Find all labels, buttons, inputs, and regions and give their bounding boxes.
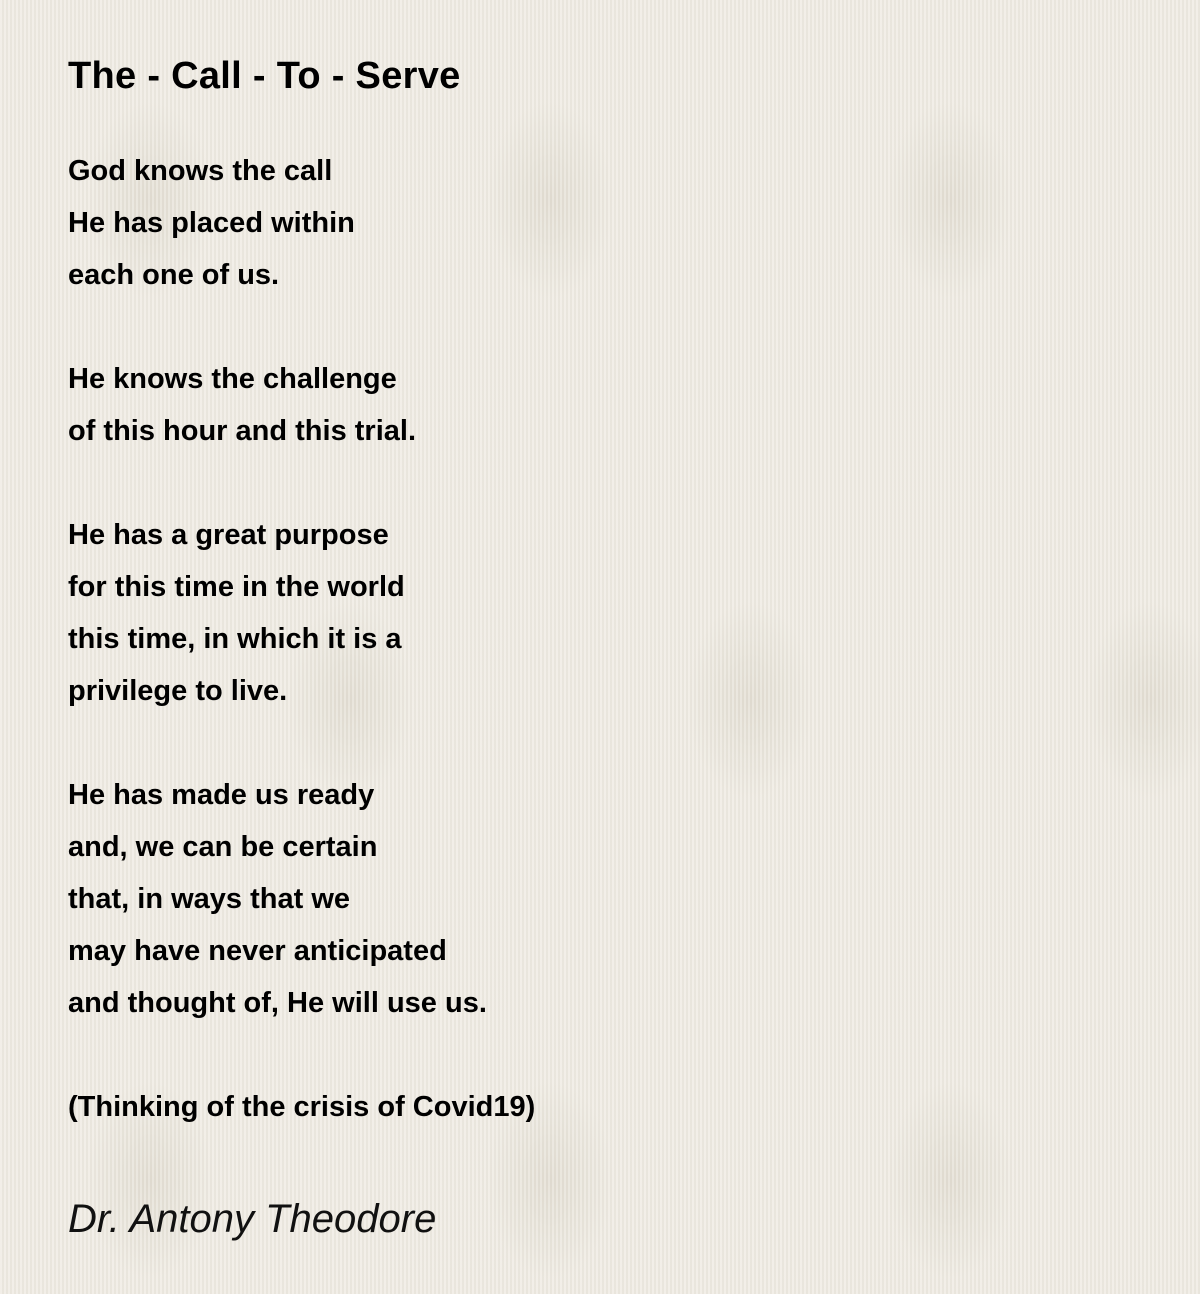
poem-line: may have never anticipated bbox=[68, 935, 447, 967]
poem-line: He knows the challenge bbox=[68, 363, 397, 395]
poem-line: He has made us ready bbox=[68, 779, 375, 811]
stanza bbox=[68, 1081, 1148, 1133]
poem-line: He has a great purpose bbox=[68, 519, 389, 551]
poem-body bbox=[68, 145, 1148, 1133]
poem-line: God knows the call bbox=[68, 155, 333, 187]
poem-line: of this hour and this trial. bbox=[68, 415, 416, 447]
poem-line: that, in ways that we bbox=[68, 883, 350, 915]
stanza bbox=[68, 769, 1148, 1029]
stanza bbox=[68, 353, 1148, 457]
poem-line: and thought of, He will use us. bbox=[68, 987, 487, 1019]
stanza bbox=[68, 509, 1148, 717]
poem-line: each one of us. bbox=[68, 259, 280, 291]
poem-page bbox=[68, 50, 1148, 1245]
poem-line: privilege to live. bbox=[68, 675, 288, 707]
poem-author: Dr. Antony Theodore bbox=[68, 1197, 437, 1241]
poem-note: (Thinking of the crisis of Covid19) bbox=[68, 1091, 536, 1123]
poem-line: He has placed within bbox=[68, 207, 355, 239]
poem-line: for this time in the world bbox=[68, 571, 405, 603]
poem-title: The - Call - To - Serve bbox=[68, 55, 461, 97]
poem-line: and, we can be certain bbox=[68, 831, 378, 863]
poem-line: this time, in which it is a bbox=[68, 623, 402, 655]
stanza bbox=[68, 145, 1148, 301]
